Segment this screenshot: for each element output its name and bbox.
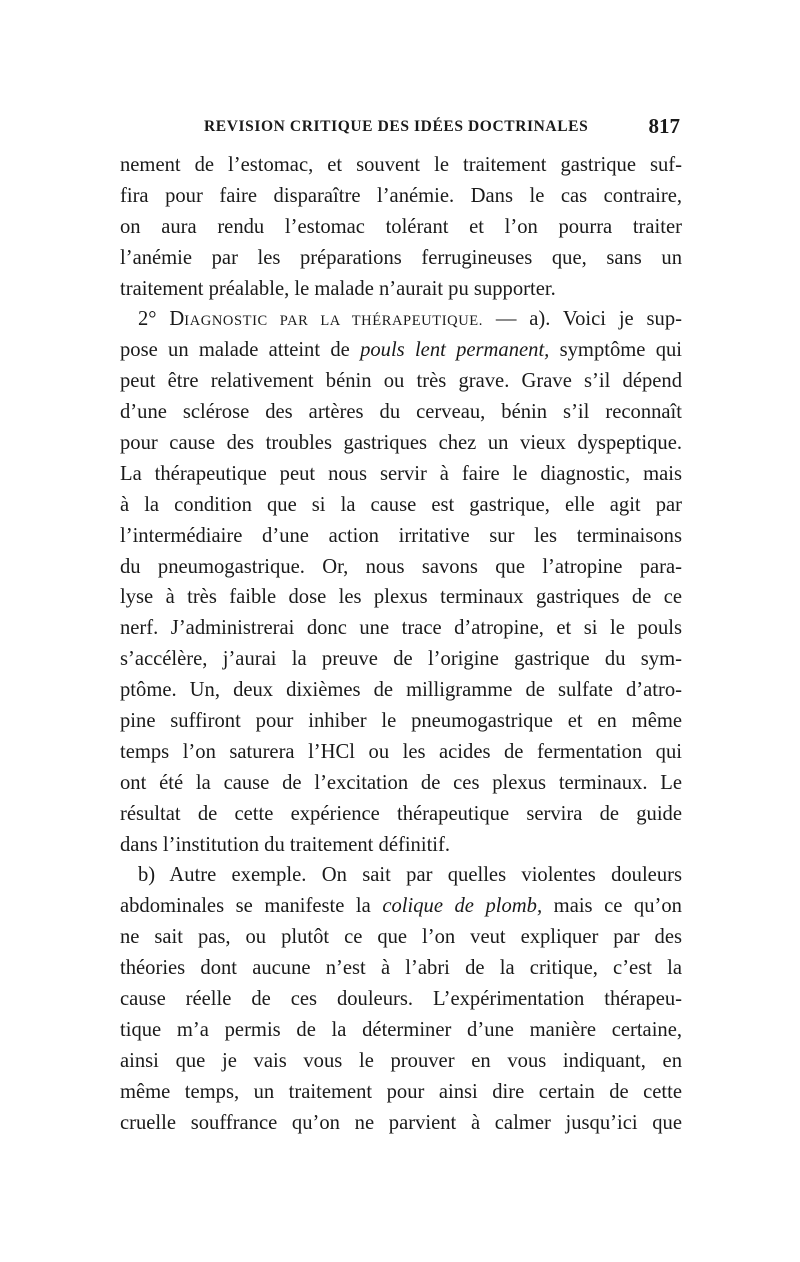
text-line: ptôme. Un, deux dixièmes de milligramme de sulfate d’atro- — [120, 679, 682, 702]
section-heading — [169, 308, 483, 330]
text-line: fira pour faire disparaître l’anémie. Dans le cas contraire, — [120, 184, 682, 207]
text-line: l’anémie par les préparations ferrugineuses que, sans un — [120, 246, 682, 269]
text-run: mais ce qu’on — [553, 895, 682, 918]
text-line: on aura rendu l’estomac tolérant et l’on pourra traiter — [120, 215, 682, 238]
running-head — [120, 114, 682, 144]
italic-term: pouls lent permanent, — [360, 339, 550, 362]
running-title: REVISION CRITIQUE DES IDÉES DOCTRINALES — [204, 118, 589, 135]
text-line: l’intermédiaire d’une action irritative sur les terminaisons — [120, 524, 682, 547]
page-number: 817 — [648, 114, 680, 138]
text-line: temps l’on saturera l’HCl ou les acides de fermentation qui — [120, 740, 682, 763]
text-line: à la condition que si la cause est gastrique, elle agit par — [120, 493, 682, 516]
text-line — [120, 335, 682, 366]
text-line: du pneumogastrique. Or, nous savons que l’atropine para- — [120, 555, 682, 578]
body-text — [120, 150, 682, 1139]
text-line: peut être relativement bénin ou très grave. Grave s’il dépend — [120, 370, 682, 393]
text-line: pour cause des troubles gastriques chez un vieux dyspeptique. — [120, 432, 682, 455]
text-run: abdominales se manifeste la — [120, 895, 371, 918]
text-line: ainsi que je vais vous le prouver en vous indiquant, en — [120, 1049, 682, 1072]
section-heading-line — [120, 304, 682, 335]
text-line: ne sait pas, ou plutôt ce que l’on veut expliquer par des — [120, 926, 682, 949]
text-line: résultat de cette expérience thérapeutique servira de guide — [120, 802, 682, 825]
section-heading-rest: IAGNOSTIC PAR LA THÉRAPEUTIQUE. — [184, 313, 483, 330]
text-line: b) Autre exemple. On sait par quelles violentes douleurs — [138, 864, 682, 887]
text-line — [120, 891, 682, 922]
text-line: lyse à très faible dose les plexus terminaux gastriques de ce — [120, 586, 682, 609]
text-line: pine suffiront pour inhiber le pneumogastrique et en même — [120, 710, 682, 733]
section-heading-after: — a). Voici je sup- — [495, 308, 682, 331]
text-line: ont été la cause de l’excitation de ces plexus terminaux. Le — [120, 771, 682, 794]
text-line: d’une sclérose des artères du cerveau, bénin s’il reconnaît — [120, 401, 682, 424]
text-line: nement de l’estomac, et souvent le traitement gastrique suf- — [120, 154, 682, 176]
text-run: pose un malade atteint de — [120, 339, 350, 362]
section-number: 2° — [138, 308, 157, 331]
text-line: nerf. J’administrerai donc une trace d’atropine, et si le pouls — [120, 617, 682, 640]
text-line: tique m’a permis de la déterminer d’une manière certaine, — [120, 1018, 682, 1041]
text-line: dans l’institution du traitement définitif. — [120, 833, 451, 856]
text-line: traitement préalable, le malade n’aurait pu supporter. — [120, 277, 556, 300]
italic-term: colique de plomb, — [382, 895, 543, 918]
text-line: cause réelle de ces douleurs. L’expérimentation thérapeu- — [120, 988, 682, 1011]
text-line: théories dont aucune n’est à l’abri de la critique, c’est la — [120, 957, 682, 980]
text-run: symptôme qui — [559, 339, 682, 362]
text-line: cruelle souffrance qu’on ne parvient à calmer jusqu’ici que — [120, 1111, 682, 1134]
text-line: même temps, un traitement pour ainsi dire certain de cette — [120, 1080, 682, 1103]
section-heading-initial: D — [169, 308, 185, 331]
text-line: s’accélère, j’aurai la preuve de l’origine gastrique du sym- — [120, 648, 682, 671]
text-line: La thérapeutique peut nous servir à faire le diagnostic, mais — [120, 462, 682, 485]
